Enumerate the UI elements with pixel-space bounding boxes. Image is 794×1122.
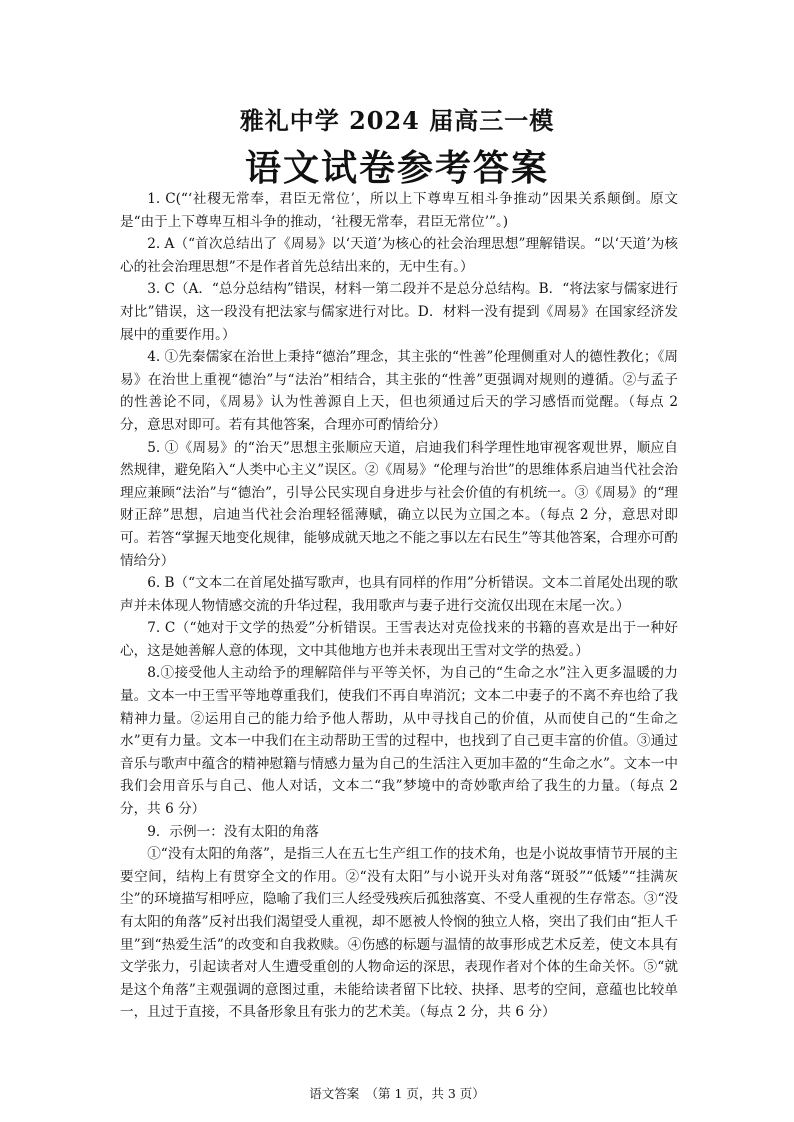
- answer-3: 3. C（A．“总分总结构”错误，材料一第二段并不是总分总结构。B．“将法家与儒家进行对比”错误，这一段没有把法家与儒家进行对比。D．材料一没有提到《周易》在国家经济发展中的重要作用。）: [120, 281, 678, 343]
- answer-8: 8.①接受他人主动给予的理解陪伴与平等关怀，为自己的“生命之水”注入更多温暖的力量。文本一中王雪平等地尊重我们，使我们不再自卑消沉；文本二中妻子的不离不弃也给了我精神力量。②运用自己的能力给予他人帮助，从中寻找自己的价值，从而使自己的“生命之水”更有力量。文本一中我们在主动帮助王雪的过程中，也找到了自己更丰富的价值。③通过音乐与歌声中蕴含的精神慰籍与情感力量为自己的生活注入更加丰盈的“生命之水”。文本一中我们会用音乐与自己、他人对话，文本二“我”梦境中的奇妙歌声给了我生的力量。（每点 2 分，共 6 分）: [120, 665, 678, 818]
- page-footer: 语文答案 （第 1 页，共 3 页）: [309, 1086, 485, 1101]
- answer-6: 6. B（“文本二在首尾处描写歌声，也具有同样的作用”分析错误。文本二首尾处出现的歌声并未体现人物情感交流的升华过程，我用歌声与妻子进行交流仅出现在末尾一次。）: [120, 575, 678, 614]
- answer-4: 4. ①先秦儒家在治世上秉持“德治”理念，其主张的“性善”伦理侧重对人的德性教化；《周易》在治世上重视“德治”与“法治”相结合，其主张的“性善”更强调对规则的遵循。②与孟子的性善论不同，《周易》认为性善源自上天，但也须通过后天的学习感悟而觉醒。（每点 2 分，意思对即可。若有其他答案，合理亦可酌情给分）: [120, 349, 678, 433]
- answer-2: 2. A（“首次总结出了《周易》以‘天道’为核心的社会治理思想”理解错误。“以‘天道’为核心的社会治理思想”不是作者首先总结出来的，无中生有。）: [120, 236, 678, 275]
- answer-9-body: ①“没有太阳的角落”，是指三人在五七生产组工作的技术角，也是小说故事情节开展的主要空间，结构上有贯穿全文的作用。②“没有太阳”与小说开头对角落“斑驳”“低矮”“挂满灰尘”的环境描写相呼应，隐喻了我们三人经受残疾后孤独落寞、不受人重视的生存常态。③“没有太阳的角落”反衬出我们渴望受人重视，却不愿被人怜悯的独立人格，突出了我们由“拒人千里”到“热爱生活”的改变和自我救赎。④伤感的标题与温情的故事形成艺术反差，使文本具有文学张力，引起读者对人生遭受重创的人物命运的深思，表现作者对个体的生命关怀。⑤“就是这个角落”主观强调的意图过重，未能给读者留下比较、抉择、思考的空间，意蕴也比较单一，且过于直接，不具备形象且有张力的艺术美。（每点 2 分，共 6 分）: [120, 846, 678, 1021]
- answer-7: 7. C（“她对于文学的热爱”分析错误。王雪表达对克俭找来的书籍的喜欢是出于一种好心，这是她善解人意的体现，文中其他地方也并未表现出王雪对文学的热爱。）: [120, 620, 678, 659]
- answer-9-heading: 9．示例一：没有太阳的角落: [147, 823, 319, 840]
- answer-1: 1. C(“‘社稷无常奉，君臣无常位’，所以上下尊卑互相斗争推动”因果关系颠倒。原文是“由于上下尊卑互相斗争的推动，‘社稷无常奉，君臣无常位’”。): [120, 191, 678, 230]
- document-title: 语文试卷参考答案: [244, 147, 549, 189]
- answers-body: [120, 188, 678, 1024]
- answer-5: 5. ①《周易》的“治天”思想主张顺应天道，启迪我们科学理性地审视客观世界，顺应自然规律，避免陷入“人类中心主义”误区。②《周易》“伦理与治世”的思维体系启迪当代社会治理应兼顾“法治”与“德治”，引导公民实现自身进步与社会价值的有机统一。③《周易》的“理财正辞”思想，启迪当代社会治理轻徭薄赋，确立以民为立国之本。（每点 2 分，意思对即可。若答“掌握天地变化规律，能够成就天地之不能之事以左右民生”等其他答案，合理亦可酌情给分）: [120, 439, 678, 569]
- school-exam-title: 雅礼中学 2024 届高三一模: [239, 106, 555, 135]
